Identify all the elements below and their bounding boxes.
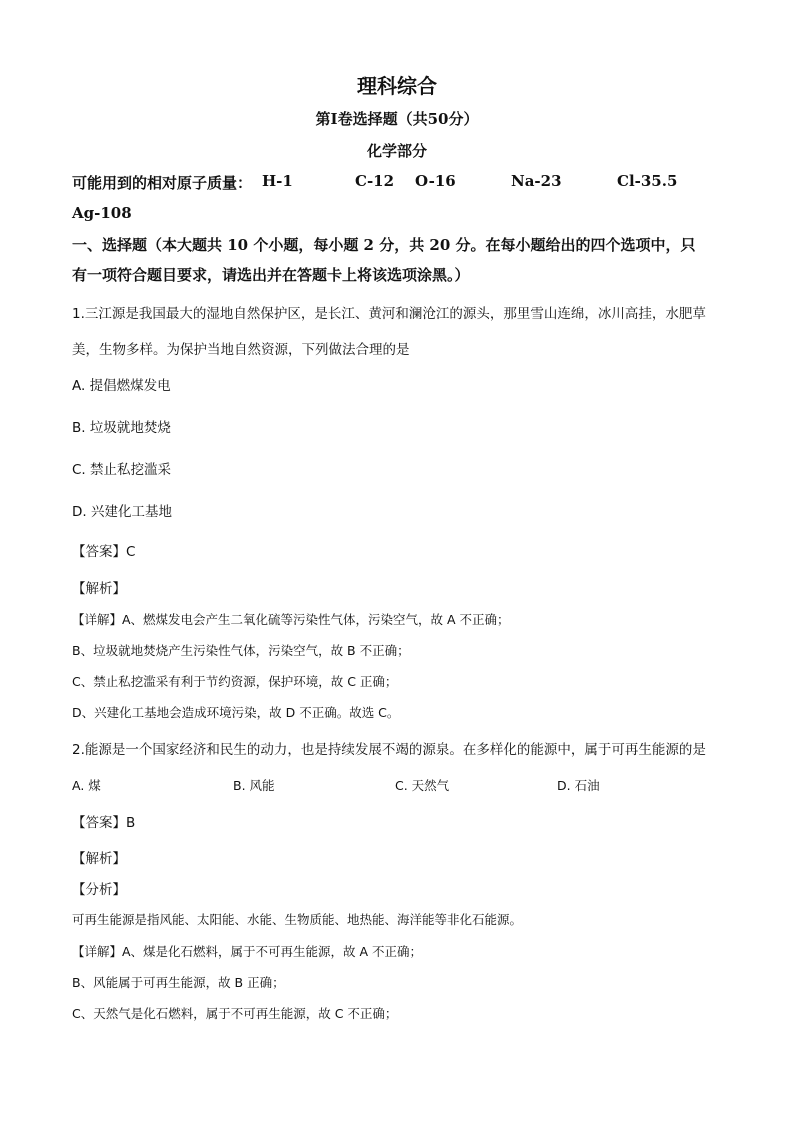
q1-answer: [72, 540, 135, 560]
instructions-line-2: 有一项符合题目要求，请选出并在答题卡上将该选项涂黑。）: [72, 266, 470, 284]
q2-stem: 2.能源是一个国家经济和民生的动力，也是持续发展不竭的源泉。在多样化的能源中，属于可再生能源的是: [72, 742, 706, 758]
section-title: 第Ⅰ卷选择题（共50分）: [315, 110, 479, 128]
instructions-line-1: 一、选择题（本大题共 10 个小题，每小题 2 分，共 20 分。在每小题给出的四个选项中，只: [72, 236, 696, 254]
q2-analysis-label: 【解析】: [72, 851, 126, 867]
q1-stem-line-1: 1.三江源是我国最大的湿地自然保护区，是长江、黄河和澜沧江的源头，那里雪山连绵，冰川高挂，水肥草: [72, 306, 706, 322]
q1-option-b: B. 垃圾就地焚烧: [72, 420, 171, 436]
q1-option-d: D. 兴建化工基地: [72, 504, 172, 520]
q2-detail-2: B、风能属于可再生能源，故 B 正确；: [72, 975, 285, 990]
atomic-mass-na: Na-23: [511, 172, 562, 190]
q2-option-b: B. 风能: [233, 778, 275, 793]
atomic-mass-c: C-12: [355, 172, 395, 190]
q2-fenxi-label: 【分析】: [72, 882, 126, 898]
atomic-mass-label: 可能用到的相对原子质量：: [72, 174, 253, 192]
page-title: 理科综合: [357, 74, 437, 98]
q1-detail-1: 【详解】A、燃煤发电会产生二氧化硫等污染性气体，污染空气，故 A 不正确；: [72, 612, 510, 627]
q1-detail-3: C、禁止私挖滥采有利于节约资源，保护环境，故 C 正确；: [72, 674, 398, 689]
q1-option-c: C. 禁止私挖滥采: [72, 462, 172, 478]
atomic-mass-cl: Cl-35.5: [617, 172, 678, 190]
atomic-mass-h: H-1: [262, 172, 293, 190]
atomic-mass-ag: Ag-108: [72, 204, 132, 222]
q2-detail-1: 【详解】A、煤是化石燃料，属于不可再生能源，故 A 不正确；: [72, 944, 423, 959]
atomic-mass-o: O-16: [415, 172, 456, 190]
q1-detail-2: B、垃圾就地焚烧产生污染性气体，污染空气，故 B 不正确；: [72, 643, 410, 658]
q1-option-a: A. 提倡燃煤发电: [72, 378, 171, 394]
q2-answer-value: B: [126, 815, 136, 831]
q2-answer: [72, 811, 135, 831]
q1-detail-4: D、兴建化工基地会造成环境污染，故 D 不正确。故选 C。: [72, 705, 400, 720]
q2-option-c: C. 天然气: [395, 778, 450, 793]
q2-detail-3: C、天然气是化石燃料，属于不可再生能源，故 C 不正确；: [72, 1006, 398, 1021]
q2-answer-label: 【答案】: [72, 815, 126, 831]
q1-stem-line-2: 美，生物多样。为保护当地自然资源，下列做法合理的是: [72, 342, 410, 358]
q2-option-d: D. 石油: [557, 778, 600, 793]
q1-answer-label: 【答案】: [72, 544, 126, 560]
q2-fenxi-text: 可再生能源是指风能、太阳能、水能、生物质能、地热能、海洋能等非化石能源。: [72, 912, 523, 927]
q1-analysis-label: 【解析】: [72, 581, 126, 597]
subject-title: 化学部分: [366, 142, 427, 160]
q2-option-a: A. 煤: [72, 778, 101, 793]
q1-answer-value: C: [126, 544, 136, 560]
